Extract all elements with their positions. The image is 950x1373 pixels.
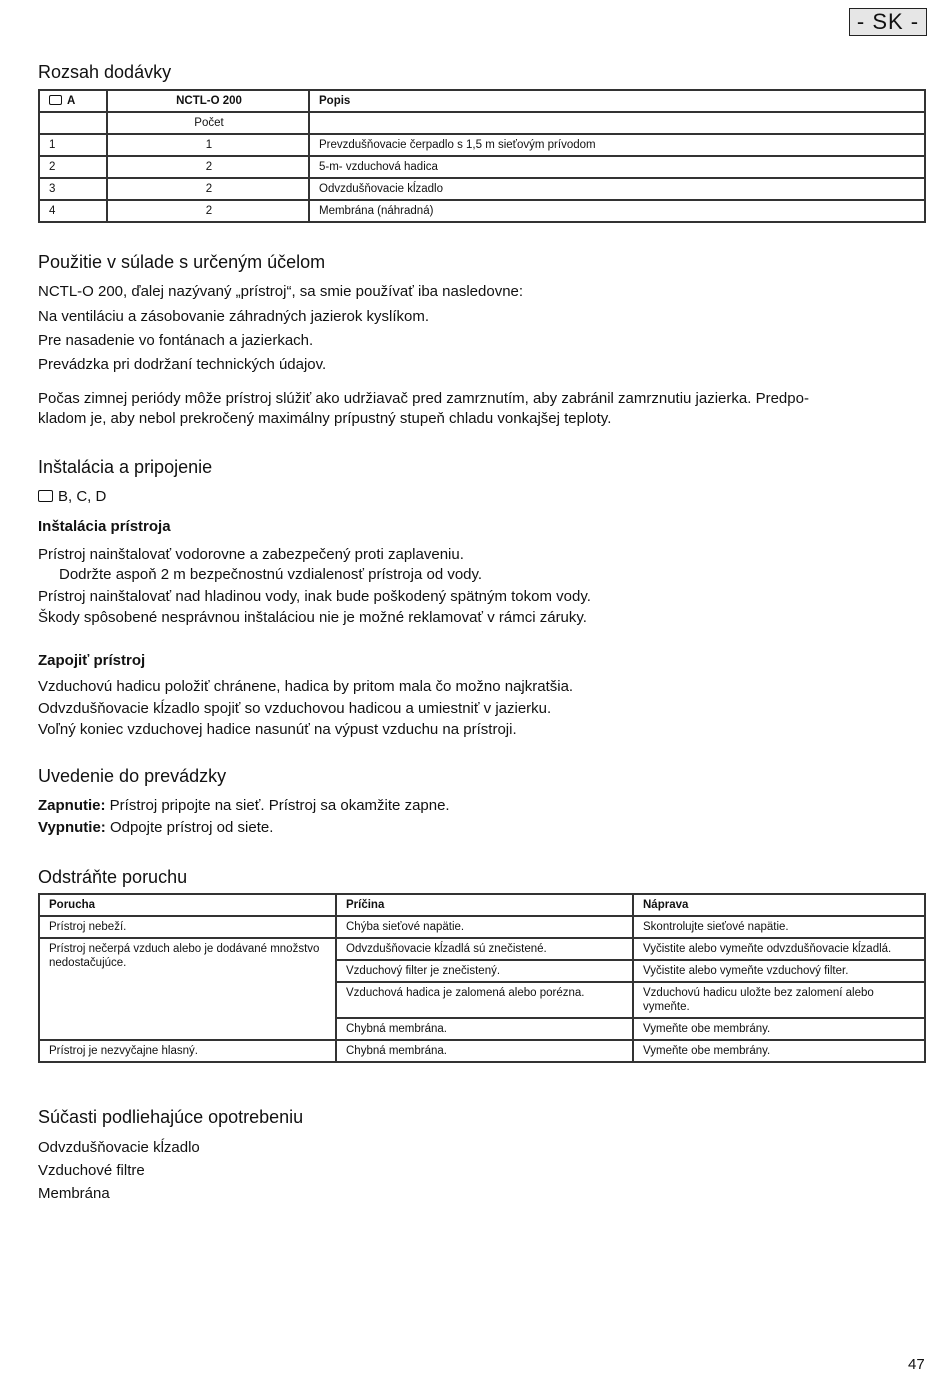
- usage-line: Pre nasadenie vo fontánach a jazierkach.: [38, 332, 314, 349]
- scope-title: Rozsah dodávky: [38, 62, 172, 82]
- faults-title: Odstráňte poruchu: [38, 867, 188, 887]
- figure-box-icon: [49, 95, 62, 105]
- usage-line: NCTL-O 200, ďalej nazývaný „prístroj“, sa smie používať iba nasledovne:: [38, 283, 524, 300]
- install-subtitle: Inštalácia prístroja: [38, 518, 171, 535]
- connect-subtitle: Zapojiť prístroj: [38, 652, 146, 669]
- startup-on: Zapnutie: Prístroj pripojte na sieť. Prístroj sa okamžite zapne.: [38, 797, 450, 814]
- faults-table: [38, 893, 926, 1063]
- scope-subheader-row: [40, 113, 924, 133]
- language-tag: - SK -: [849, 8, 927, 36]
- table-row: Prístroj je nezvyčajne hlasný. Chybná membrána. Vymeňte obe membrány.: [40, 1041, 924, 1061]
- scope-col-a: A: [40, 91, 106, 111]
- usage-line: Na ventiláciu a zásobovanie záhradných jazierok kyslíkom.: [38, 308, 430, 325]
- table-row: Vzduchová hadica je zalomená alebo porézna. Vzduchovú hadicu uložte bez zalomení alebo vymeňte.: [40, 983, 924, 1017]
- connect-line: Vzduchovú hadicu položiť chránene, hadica by pritom mala čo možno najkratšia.: [38, 678, 574, 695]
- startup-title: Uvedenie do prevádzky: [38, 766, 227, 786]
- wear-title: Súčasti podliehajúce opotrebeniu: [38, 1107, 304, 1127]
- winter-note-line: Počas zimnej periódy môže prístroj slúžiť ako udržiavač pred zamrznutím, aby zabránil zamrznutiu jazierka. Predpo-: [38, 390, 809, 407]
- scope-table: [38, 89, 926, 223]
- table-row: Prístroj nečerpá vzduch alebo je dodávané množstvo nedostačujúce. Odvzdušňovacie kĺzadlá sú znečistené. Vyčistite alebo vymeňte odvzdušňovacie kĺzadlá.: [40, 939, 924, 959]
- faults-header-row: Porucha Príčina Náprava: [40, 895, 924, 915]
- table-row: Chybná membrána. Vymeňte obe membrány.: [40, 1019, 924, 1039]
- scope-col-desc: Popis: [310, 91, 924, 111]
- connect-line: Odvzdušňovacie kĺzadlo spojiť so vzduchovou hadicou a umiestniť v jazierku.: [38, 700, 552, 717]
- connect-line: Voľný koniec vzduchovej hadice nasunúť na výpust vzduchu na prístroji.: [38, 721, 517, 738]
- wear-item: Membrána: [38, 1185, 110, 1202]
- usage-line: Prevádzka pri dodržaní technických údajov.: [38, 356, 327, 373]
- wear-item: Vzduchové filtre: [38, 1162, 145, 1179]
- startup-off: Vypnutie: Odpojte prístroj od siete.: [38, 819, 274, 836]
- install-figref: B, C, D: [38, 487, 106, 506]
- install-line: Prístroj nainštalovať nad hladinou vody, inak bude poškodený spätným tokom vody.: [38, 588, 591, 605]
- winter-note-line: kladom je, aby nebol prekročený maximálny prípustný stupeň chladu vonkajšej teploty.: [38, 410, 612, 427]
- scope-count-label: Počet: [108, 113, 308, 133]
- install-line: Dodržte aspoň 2 m bezpečnostnú vzdialenosť prístroja od vody.: [59, 566, 483, 583]
- wear-item: Odvzdušňovacie kĺzadlo: [38, 1139, 200, 1156]
- table-row: Prístroj nebeží. Chýba sieťové napätie. Skontrolujte sieťové napätie.: [40, 917, 924, 937]
- table-row: Vzduchový filter je znečistený. Vyčistite alebo vymeňte vzduchový filter.: [40, 961, 924, 981]
- table-row: 3 2 Odvzdušňovacie kĺzadlo: [40, 179, 924, 199]
- usage-title: Použitie v súlade s určeným účelom: [38, 252, 326, 272]
- scope-header-row: [40, 91, 924, 111]
- install-line: Prístroj nainštalovať vodorovne a zabezpečený proti zaplaveniu.: [38, 546, 464, 563]
- page-number: 47: [908, 1356, 925, 1373]
- install-line: Škody spôsobené nesprávnou inštaláciou nie je možné reklamovať v rámci záruky.: [38, 609, 587, 626]
- figure-box-icon: [38, 490, 53, 502]
- table-row: 1 1 Prevzdušňovacie čerpadlo s 1,5 m sieťovým prívodom: [40, 135, 924, 155]
- install-title: Inštalácia a pripojenie: [38, 457, 213, 477]
- table-row: 4 2 Membrána (náhradná): [40, 201, 924, 221]
- scope-col-model: NCTL-O 200: [108, 91, 308, 111]
- table-row: 2 2 5-m- vzduchová hadica: [40, 157, 924, 177]
